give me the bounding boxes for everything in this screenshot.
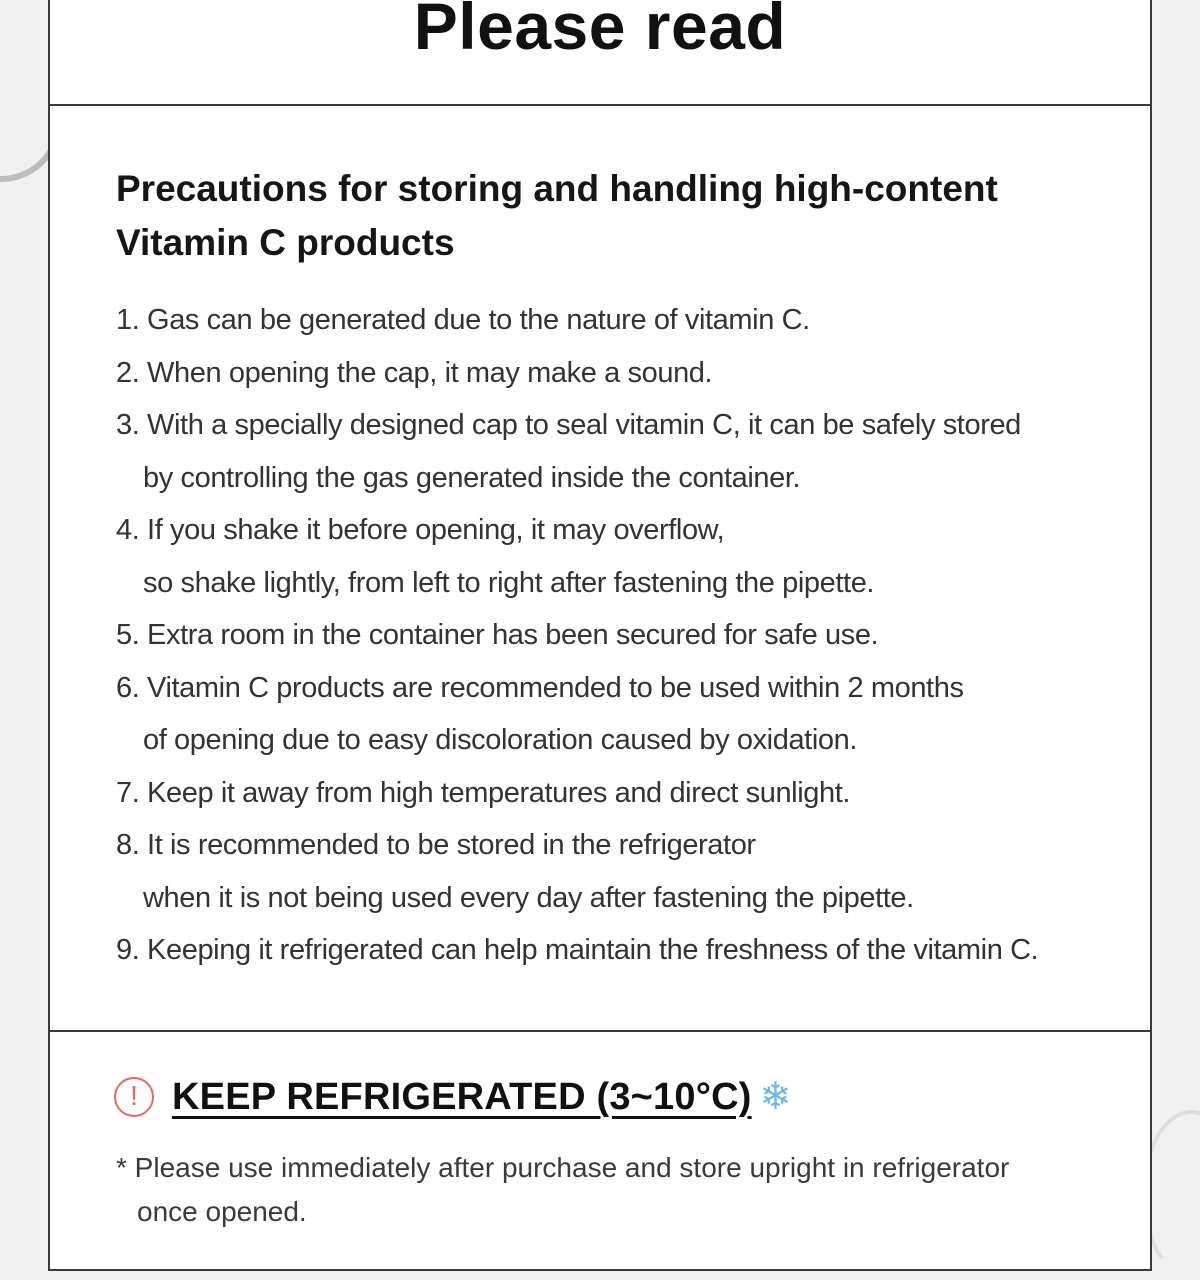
precaution-item-9 bbox=[116, 924, 1126, 977]
precaution-item-5 bbox=[116, 609, 1126, 662]
precaution-item-text: 9. Keeping it refrigerated can help maintain the freshness of the vitamin C. bbox=[116, 934, 1039, 966]
storage-note bbox=[116, 1146, 1106, 1234]
precaution-item-4 bbox=[116, 504, 1126, 609]
storage-note-line-2: once opened. bbox=[137, 1196, 307, 1227]
exclamation-circle-icon: ! bbox=[114, 1077, 154, 1117]
notice-panel bbox=[48, 0, 1152, 1271]
keep-refrigerated-row bbox=[114, 1070, 791, 1124]
precaution-item-text: 8. It is recommended to be stored in the refrigerator bbox=[116, 829, 756, 861]
precaution-item-text: 1. Gas can be generated due to the nature of vitamin C. bbox=[116, 304, 810, 336]
precaution-item-text: 2. When opening the cap, it may make a sound. bbox=[116, 356, 713, 389]
precaution-item-continuation: so shake lightly, from left to right after fastening the pipette. bbox=[143, 566, 875, 599]
precautions-heading-line-1: Precautions for storing and handling high-content bbox=[116, 168, 998, 209]
precaution-item-3 bbox=[116, 399, 1126, 504]
precaution-item-continuation: by controlling the gas generated inside the container. bbox=[143, 461, 801, 494]
page-title: Please read bbox=[413, 0, 787, 63]
keep-refrigerated-title: KEEP REFRIGERATED (3~10°C) bbox=[172, 1075, 752, 1118]
precaution-item-text: 7. Keep it away from high temperatures and direct sunlight. bbox=[116, 776, 851, 809]
precaution-item-text: 4. If you shake it before opening, it may overflow, bbox=[116, 514, 725, 546]
precaution-item-6 bbox=[116, 662, 1126, 767]
storage-section bbox=[50, 1032, 1150, 1270]
precaution-item-text: 6. Vitamin C products are recommended to be used within 2 months bbox=[116, 671, 964, 704]
snowflake-icon: ❄ bbox=[759, 1076, 792, 1118]
header-section bbox=[50, 0, 1150, 106]
precaution-item-2 bbox=[116, 347, 1126, 400]
storage-note-line-1: * Please use immediately after purchase and store upright in refrigerator bbox=[116, 1152, 1010, 1183]
precaution-item-7 bbox=[116, 767, 1126, 820]
precautions-heading bbox=[116, 162, 1116, 270]
precaution-item-continuation: of opening due to easy discoloration caused by oxidation. bbox=[143, 724, 857, 756]
precaution-item-text: 3. With a specially designed cap to seal vitamin C, it can be safely stored bbox=[116, 409, 1021, 441]
precautions-section bbox=[50, 104, 1150, 1032]
precaution-item-continuation: when it is not being used every day after fastening the pipette. bbox=[143, 881, 914, 914]
precaution-item-8 bbox=[116, 819, 1126, 924]
precautions-list bbox=[116, 294, 1126, 977]
precaution-item-1 bbox=[116, 294, 1126, 347]
precaution-item-text: 5. Extra room in the container has been secured for safe use. bbox=[116, 619, 879, 651]
precautions-heading-line-2: Vitamin C products bbox=[116, 222, 455, 263]
